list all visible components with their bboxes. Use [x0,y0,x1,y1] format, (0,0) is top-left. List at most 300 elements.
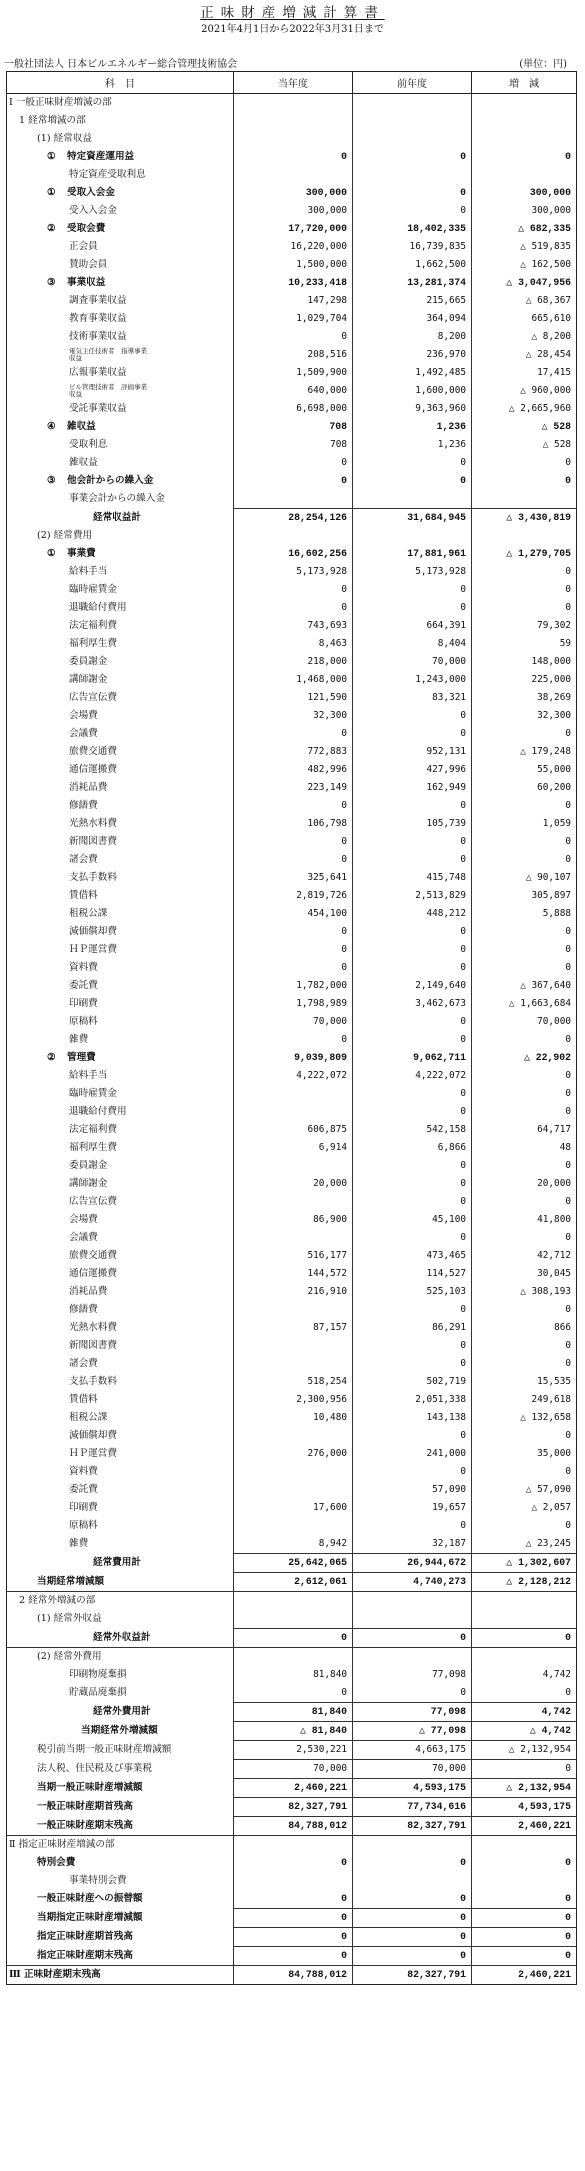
previous-year-value: 5,173,928 [353,563,472,581]
account-cell [7,472,234,490]
change-value: 0 [472,599,577,617]
account-cell [7,1265,234,1283]
change-value: 0 [472,1337,577,1355]
current-year-value: 0 [234,1684,353,1703]
change-value: 0 [472,1193,577,1211]
current-year-value: 772,883 [234,743,353,761]
account-label: 通信運搬費 [69,1268,117,1279]
change-value: 225,000 [472,671,577,689]
current-year-value: 106,798 [234,815,353,833]
item-number-marker: ① [47,548,56,559]
change-value: 300,000 [472,202,577,220]
change-value: 35,000 [472,1445,577,1463]
change-value: △ 1,279,705 [472,545,577,563]
current-year-value: 0 [234,581,353,599]
previous-year-value: 0 [353,1427,472,1445]
account-cell [7,1722,234,1741]
previous-year-value: 31,684,945 [353,509,472,528]
previous-year-value: 0 [353,851,472,869]
table-row [7,1103,577,1121]
account-label: Ⅱ 指定正味財産増減の部 [9,1839,115,1850]
current-year-value: 0 [234,851,353,869]
account-cell [7,1013,234,1031]
previous-year-value: 415,748 [353,869,472,887]
change-value: △ 28,454 [472,346,577,364]
change-value: 0 [472,725,577,743]
account-cell [7,761,234,779]
current-year-value: 147,298 [234,292,353,310]
account-label: 減価償却費 [69,1430,117,1441]
account-cell [7,1427,234,1445]
previous-year-value: 664,391 [353,617,472,635]
account-cell [7,545,234,563]
account-cell [7,202,234,220]
change-value: △ 3,047,956 [472,274,577,292]
current-year-value [234,1517,353,1535]
previous-year-value: 70,000 [353,653,472,671]
account-label: 委員謝金 [69,656,108,667]
table-row [7,815,577,833]
table-row [7,1157,577,1175]
table-row [7,653,577,671]
account-cell [7,1031,234,1049]
account-cell [7,1854,234,1872]
account-label: 特定資産受取利息 [69,169,146,180]
previous-year-value: 0 [353,725,472,743]
current-year-value: 16,220,000 [234,238,353,256]
account-label: 光熱水料費 [69,818,117,829]
account-label: 法定福利費 [69,1124,117,1135]
account-label: 経常外費用計 [93,1706,151,1717]
table-row [7,202,577,220]
change-value: 0 [472,1947,577,1966]
table-row [7,238,577,256]
table-row [7,1854,577,1872]
table-row [7,112,577,130]
current-year-value [234,1337,353,1355]
account-cell [7,653,234,671]
table-row [7,1445,577,1463]
table-row [7,1648,577,1667]
account-cell [7,1085,234,1103]
account-label: 法定福利費 [69,620,117,631]
account-cell [7,436,234,454]
current-year-value: 87,157 [234,1319,353,1337]
account-cell [7,1928,234,1947]
current-year-value: 0 [234,725,353,743]
account-label: 受取利息 [69,439,108,450]
table-row [7,1067,577,1085]
account-cell [7,923,234,941]
change-value: △ 519,835 [472,238,577,256]
current-year-value: 4,222,072 [234,1067,353,1085]
table-row [7,635,577,653]
previous-year-value: 32,187 [353,1535,472,1554]
previous-year-value: 4,593,175 [353,1779,472,1798]
account-label: 諸会費 [69,854,98,865]
change-value: △ 528 [472,418,577,436]
change-value: 60,200 [472,779,577,797]
table-row [7,220,577,238]
account-cell [7,1409,234,1427]
previous-year-value: 9,062,711 [353,1049,472,1067]
change-value: 48 [472,1139,577,1157]
current-year-value: 0 [234,833,353,851]
table-row [7,905,577,923]
table-row [7,527,577,545]
account-label: 修繕費 [69,800,98,811]
account-cell [7,725,234,743]
previous-year-value [353,490,472,509]
account-cell [7,1890,234,1909]
account-cell [7,869,234,887]
current-year-value: 300,000 [234,202,353,220]
previous-year-value: 143,138 [353,1409,472,1427]
previous-year-value: 2,051,338 [353,1391,472,1409]
account-label: 税引前当期一般正味財産増減額 [37,1744,172,1755]
current-year-value [234,527,353,545]
current-year-value: 518,254 [234,1373,353,1391]
statement-title: 正味財産増減計算書 [200,5,385,21]
table-row [7,1229,577,1247]
account-label: 雑収益 [69,457,98,468]
account-cell [7,1481,234,1499]
account-label: 退職給付費用 [69,1106,127,1117]
account-cell [7,1909,234,1928]
account-label: 福利厚生費 [69,1142,117,1153]
current-year-value [234,1427,353,1445]
change-value [472,1872,577,1890]
account-cell [7,94,234,113]
previous-year-value: 77,734,616 [353,1798,472,1817]
current-year-value [234,94,353,113]
previous-year-value: 525,103 [353,1283,472,1301]
previous-year-value: 9,363,960 [353,400,472,418]
table-row [7,490,577,509]
account-cell [7,220,234,238]
change-value: △ 132,658 [472,1409,577,1427]
change-value: 0 [472,1629,577,1648]
account-cell [7,743,234,761]
change-value: △ 2,132,954 [472,1741,577,1760]
currency-unit: (単位：円) [519,59,567,70]
previous-year-value [353,527,472,545]
change-value: 665,610 [472,310,577,328]
change-value: 30,045 [472,1265,577,1283]
account-label: 当期経常外増減額 [81,1725,158,1736]
current-year-value: 0 [234,1928,353,1947]
account-label: 賃借料 [69,1394,98,1405]
change-value: 2,460,221 [472,1817,577,1836]
statement-rows [7,94,577,1985]
current-year-value: 2,300,956 [234,1391,353,1409]
previous-year-value: 19,657 [353,1499,472,1517]
previous-year-value: 0 [353,1193,472,1211]
account-cell [7,671,234,689]
change-value: 20,000 [472,1175,577,1193]
current-year-value: 325,641 [234,869,353,887]
account-label: 消耗品費 [69,1286,108,1297]
account-label: 資料費 [69,962,98,973]
table-row [7,292,577,310]
previous-year-value: 0 [353,833,472,851]
previous-year-value: 18,402,335 [353,220,472,238]
account-cell [7,238,234,256]
account-cell [7,418,234,436]
account-label: ビル管理技術者 評価事業収益 [69,382,147,398]
table-row [7,1247,577,1265]
current-year-value: 8,463 [234,635,353,653]
change-value: 55,000 [472,761,577,779]
current-year-value: 300,000 [234,184,353,202]
account-label: 臨時雇賃金 [69,1088,117,1099]
account-label: 一般正味財産への振替額 [37,1893,143,1905]
statement-table [6,71,577,1985]
account-label: 賃借料 [69,890,98,901]
current-year-value: 1,782,000 [234,977,353,995]
previous-year-value: 0 [353,148,472,166]
change-value: 4,742 [472,1703,577,1722]
account-label: 管理費 [67,1052,96,1063]
account-cell [7,1666,234,1684]
current-year-value: 9,039,809 [234,1049,353,1067]
previous-year-value: 1,492,485 [353,364,472,382]
previous-year-value: 0 [353,1013,472,1031]
table-row [7,977,577,995]
account-cell [7,1684,234,1703]
change-value: 0 [472,148,577,166]
account-cell [7,1211,234,1229]
account-label: 原稿料 [69,1016,98,1027]
account-label: 他会計からの繰入金 [67,475,154,486]
current-year-value: 2,612,061 [234,1573,353,1592]
previous-year-value: 0 [353,1031,472,1049]
table-row [7,707,577,725]
account-label: 雑収益 [67,421,96,432]
account-cell [7,599,234,617]
current-year-value: 16,602,256 [234,545,353,563]
item-number-marker: ③ [47,475,56,486]
change-value: 0 [472,1157,577,1175]
previous-year-value: 8,200 [353,328,472,346]
change-value [472,112,577,130]
change-value: 4,593,175 [472,1798,577,1817]
table-row [7,833,577,851]
account-cell [7,400,234,418]
change-value: 0 [472,923,577,941]
item-number-marker: ① [47,151,56,162]
account-cell [7,1629,234,1648]
table-row [7,1947,577,1966]
current-year-value: 276,000 [234,1445,353,1463]
current-year-value [234,1592,353,1611]
account-cell [7,1535,234,1554]
change-value: 0 [472,1517,577,1535]
table-row [7,1121,577,1139]
previous-year-value: 0 [353,184,472,202]
change-value: 0 [472,1684,577,1703]
previous-year-value: 82,327,791 [353,1817,472,1836]
account-label: 委託費 [69,980,98,991]
change-value: 0 [472,1229,577,1247]
account-cell [7,779,234,797]
previous-year-value: 6,866 [353,1139,472,1157]
previous-year-value: 0 [353,1301,472,1319]
table-row [7,1890,577,1909]
change-value: △ 22,902 [472,1049,577,1067]
account-cell [7,797,234,815]
account-label: (1) 経常収益 [37,133,93,144]
table-row [7,454,577,472]
previous-year-value [353,94,472,113]
change-value: △ 682,335 [472,220,577,238]
previous-year-value [353,166,472,184]
table-row [7,400,577,418]
table-row [7,509,577,528]
change-value: 0 [472,851,577,869]
account-cell [7,833,234,851]
change-value: 0 [472,1085,577,1103]
account-label: 退職給付費用 [69,602,127,613]
previous-year-value: 3,462,673 [353,995,472,1013]
change-value: 0 [472,1427,577,1445]
table-row [7,1337,577,1355]
current-year-value: 0 [234,1629,353,1648]
current-year-value: 1,468,000 [234,671,353,689]
previous-year-value [353,130,472,148]
organization-name: 一般社団法人 日本ビルエネルギー総合管理技術協会 [4,59,238,70]
account-label: 一般正味財産期首残高 [37,1801,133,1812]
account-label: (2) 経常費用 [37,530,93,541]
change-value: △ 2,132,954 [472,1779,577,1798]
account-label: 当期指定正味財産増減額 [37,1912,143,1923]
account-label: 広告宣伝費 [69,1196,117,1207]
change-value: 0 [472,1890,577,1909]
account-cell [7,1463,234,1481]
account-label: 受取会費 [67,223,106,234]
previous-year-value: 0 [353,599,472,617]
change-value [472,94,577,113]
previous-year-value: 0 [353,1157,472,1175]
previous-year-value: 0 [353,1890,472,1909]
account-cell [7,851,234,869]
change-value: 0 [472,1760,577,1779]
change-value: 5,888 [472,905,577,923]
current-year-value: 0 [234,454,353,472]
change-value: △ 179,248 [472,743,577,761]
table-row [7,959,577,977]
account-cell [7,1175,234,1193]
table-row [7,1409,577,1427]
table-row [7,1301,577,1319]
current-year-value [234,1229,353,1247]
header-current-year: 当年度 [234,72,353,94]
item-number-marker: ② [47,1052,56,1063]
account-label: 電気主任技術者 指導事業収益 [69,346,147,362]
account-cell [7,1139,234,1157]
account-cell [7,1499,234,1517]
table-row [7,1909,577,1928]
account-cell [7,1817,234,1836]
account-cell [7,617,234,635]
account-label: 旅費交通費 [69,1250,117,1261]
account-label: 会場費 [69,1214,98,1225]
account-cell [7,1573,234,1592]
account-label: 雑費 [69,1034,89,1045]
previous-year-value: 4,222,072 [353,1067,472,1085]
table-row [7,274,577,292]
previous-year-value: 77,098 [353,1703,472,1722]
previous-year-value [353,1836,472,1855]
change-value: 0 [472,941,577,959]
account-label: 新聞図書費 [69,836,117,847]
previous-year-value: 70,000 [353,1760,472,1779]
current-year-value: 223,149 [234,779,353,797]
table-row [7,166,577,184]
table-row [7,328,577,346]
item-number-marker: ④ [47,421,56,432]
table-row [7,1741,577,1760]
previous-year-value: 17,881,961 [353,545,472,563]
previous-year-value: 0 [353,1337,472,1355]
table-row [7,851,577,869]
account-cell [7,166,234,184]
change-value: △ 162,500 [472,256,577,274]
change-value: △ 2,128,212 [472,1573,577,1592]
account-label: 臨時雇賃金 [69,584,117,595]
current-year-value: 743,693 [234,617,353,635]
account-label: 印刷費 [69,1502,98,1513]
table-row [7,1085,577,1103]
current-year-value: 640,000 [234,382,353,400]
current-year-value: 81,840 [234,1703,353,1722]
account-label: 受入入会金 [69,205,117,216]
previous-year-value: 1,243,000 [353,671,472,689]
account-label: 1 経常増減の部 [19,115,86,126]
previous-year-value: 0 [353,1085,472,1103]
table-row [7,1373,577,1391]
account-cell [7,364,234,382]
fiscal-period: 2021年4月1日から2022年3月31日まで [201,24,384,35]
current-year-value: 17,600 [234,1499,353,1517]
table-row [7,797,577,815]
change-value: 0 [472,1103,577,1121]
account-cell [7,1648,234,1667]
previous-year-value: △ 77,098 [353,1722,472,1741]
previous-year-value: 4,740,273 [353,1573,472,1592]
previous-year-value [353,112,472,130]
change-value: 0 [472,581,577,599]
change-value: △ 57,090 [472,1481,577,1499]
table-row [7,1760,577,1779]
account-cell [7,1592,234,1611]
change-value: 32,300 [472,707,577,725]
change-value: 249,618 [472,1391,577,1409]
account-label: (1) 経常外収益 [37,1613,102,1625]
header-change: 増 減 [472,72,577,94]
previous-year-value: 114,527 [353,1265,472,1283]
current-year-value: 218,000 [234,653,353,671]
table-row [7,1798,577,1817]
account-cell [7,977,234,995]
account-cell [7,1319,234,1337]
change-value: 15,535 [472,1373,577,1391]
table-row [7,923,577,941]
current-year-value: 8,942 [234,1535,353,1554]
account-cell [7,1798,234,1817]
change-value [472,1648,577,1667]
account-label: 当期一般正味財産増減額 [37,1782,143,1793]
